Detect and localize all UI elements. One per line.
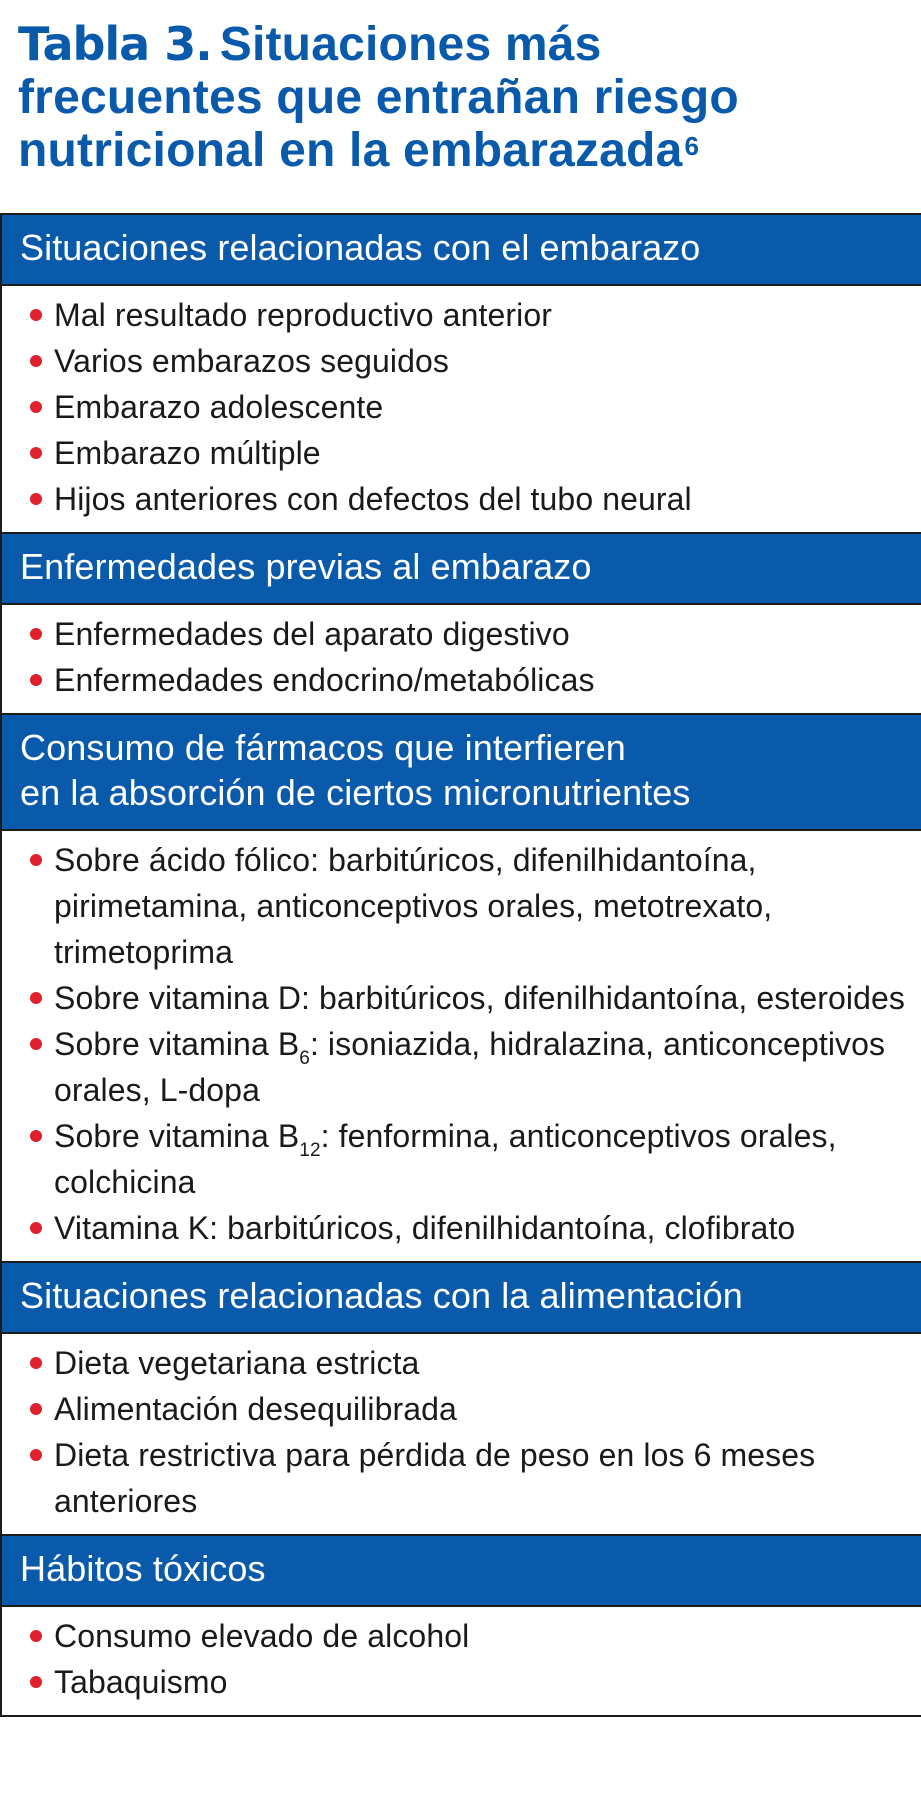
title-text-line1: Situaciones más [219, 18, 602, 71]
bullet-icon [30, 1403, 42, 1415]
bullet-icon [30, 1676, 42, 1688]
title-text-line3: nutricional en la embarazada [18, 124, 683, 177]
list-item [26, 338, 907, 384]
section-list-alimentacion [2, 1334, 921, 1536]
bullet-icon [30, 992, 42, 1004]
bullet-icon [30, 493, 42, 505]
list-item [26, 1432, 907, 1524]
item-text: Sobre vitamina D: barbitúricos, difenilhidantoína, esteroides [54, 980, 906, 1016]
item-text: Enfermedades endocrino/metabólicas [54, 662, 595, 698]
item-text: Embarazo adolescente [54, 389, 384, 425]
item-text: Dieta vegetariana estricta [54, 1345, 420, 1381]
bullet-icon [30, 355, 42, 367]
item-text: Sobre vitamina B [54, 1026, 300, 1062]
item-text: Varios embarazos seguidos [54, 343, 449, 379]
table-title [18, 18, 898, 177]
section-heading-embarazo: Situaciones relacionadas con el embarazo [2, 215, 921, 286]
list-item [26, 1613, 907, 1659]
list-item [26, 837, 907, 975]
list-item [26, 1021, 907, 1113]
bullet-icon [30, 1357, 42, 1369]
list-item [26, 1659, 907, 1705]
table-number-label: Tabla 3. [18, 17, 212, 71]
item-text: Tabaquismo [54, 1664, 228, 1700]
item-text: Vitamina K: barbitúricos, difenilhidantoína, clofibrato [54, 1210, 796, 1246]
list-item [26, 1205, 907, 1251]
subscript: 6 [299, 1048, 310, 1069]
list-item [26, 1340, 907, 1386]
list-item [26, 292, 907, 338]
section-list-farmacos [2, 831, 921, 1263]
bullet-icon [30, 1630, 42, 1642]
bullet-icon [30, 1222, 42, 1234]
item-text: : isoniazida, hidralazina, anticonceptivos orales, L-dopa [54, 1026, 886, 1108]
item-text: Enfermedades del aparato digestivo [54, 616, 570, 652]
bullet-icon [30, 854, 42, 866]
item-text: Hijos anteriores con defectos del tubo neural [54, 481, 692, 517]
bullet-icon [30, 309, 42, 321]
item-text: Alimentación desequilibrada [54, 1391, 457, 1427]
list-item [26, 1386, 907, 1432]
list-item [26, 384, 907, 430]
title-text-line2: frecuentes que entrañan riesgo [18, 71, 739, 124]
item-text: Sobre vitamina B [54, 1118, 300, 1154]
section-heading-habitos: Hábitos tóxicos [2, 1536, 921, 1607]
bullet-icon [30, 628, 42, 640]
heading-line: en la absorción de ciertos micronutrientes [20, 772, 691, 813]
risk-table [0, 213, 921, 1717]
bullet-icon [30, 447, 42, 459]
item-text: Consumo elevado de alcohol [54, 1618, 470, 1654]
section-list-enfermedades [2, 605, 921, 715]
bullet-icon [30, 401, 42, 413]
bullet-icon [30, 1038, 42, 1050]
section-list-embarazo [2, 286, 921, 534]
list-item [26, 975, 907, 1021]
subscript: 12 [299, 1140, 321, 1161]
title-reference-superscript: 6 [684, 131, 700, 161]
item-text: Sobre ácido fólico: barbitúricos, difenilhidantoína, pirimetamina, anticonceptivos orales, metotrexato, trimetoprima [54, 842, 773, 970]
list-item [26, 1113, 907, 1205]
bullet-icon [30, 1130, 42, 1142]
item-text: : fenformina, anticonceptivos orales, colchicina [54, 1118, 837, 1200]
section-heading-farmacos [2, 715, 921, 831]
item-text: Embarazo múltiple [54, 435, 321, 471]
heading-line: Consumo de fármacos que interfieren [20, 727, 626, 768]
bullet-icon [30, 674, 42, 686]
bullet-icon [30, 1449, 42, 1461]
list-item [26, 476, 907, 522]
section-heading-enfermedades: Enfermedades previas al embarazo [2, 534, 921, 605]
item-text: Mal resultado reproductivo anterior [54, 297, 552, 333]
list-item [26, 657, 907, 703]
list-item [26, 430, 907, 476]
section-list-habitos [2, 1607, 921, 1717]
list-item [26, 611, 907, 657]
section-heading-alimentacion: Situaciones relacionadas con la alimentación [2, 1263, 921, 1334]
item-text: Dieta restrictiva para pérdida de peso en los 6 meses anteriores [54, 1437, 816, 1519]
